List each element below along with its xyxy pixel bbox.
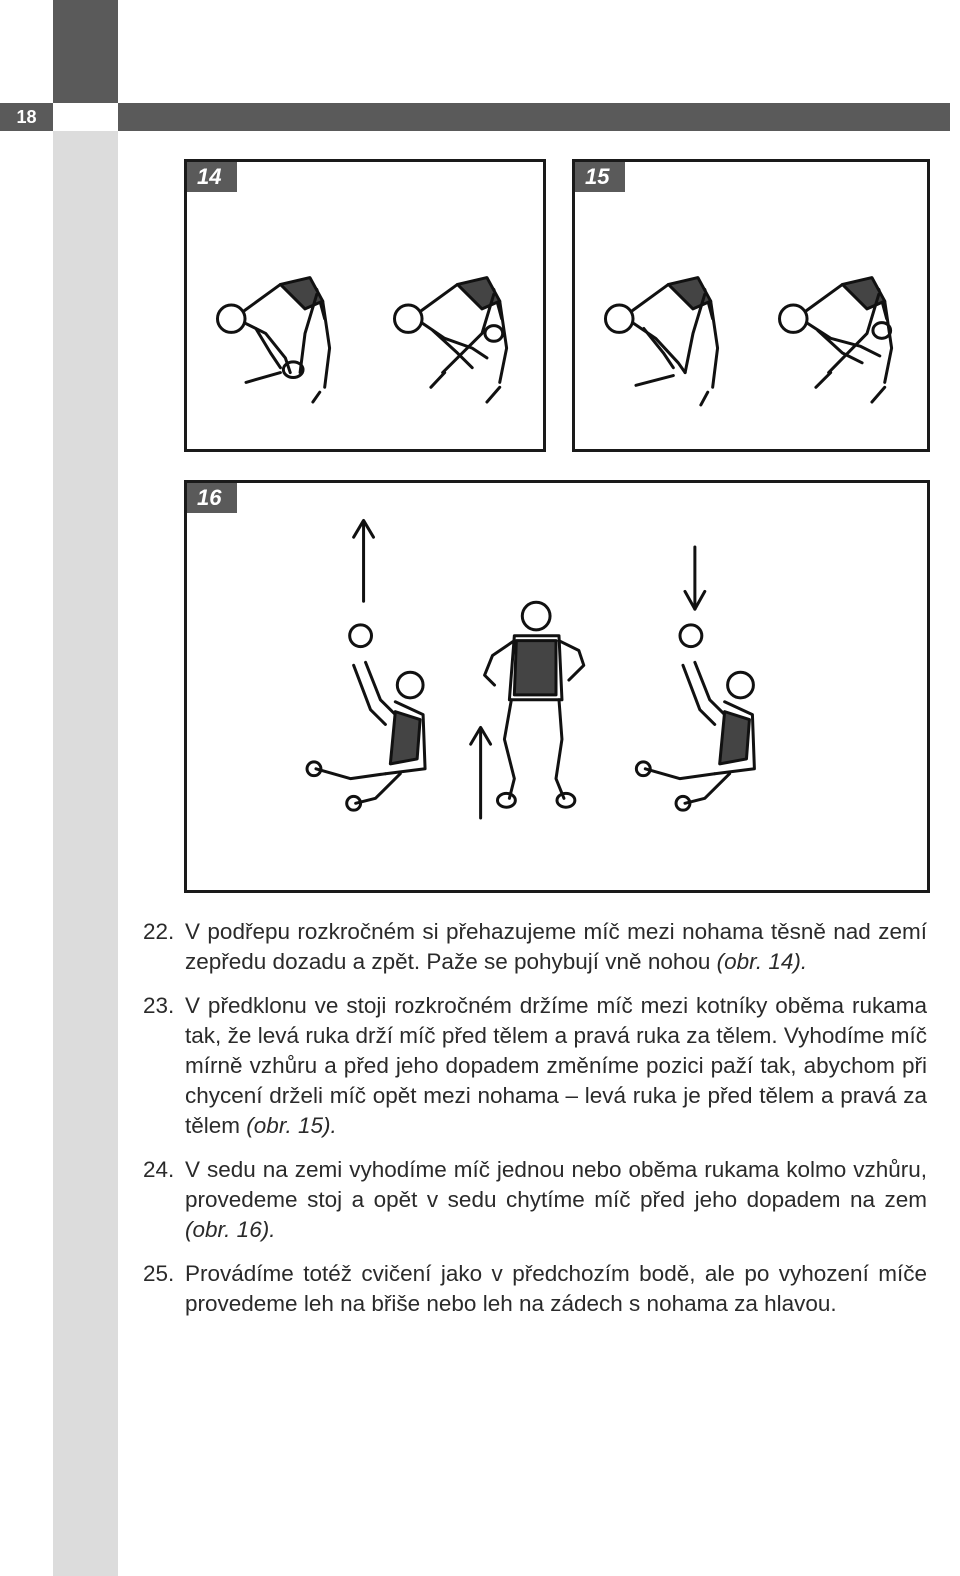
exercise-item-24 (143, 1155, 927, 1245)
figure-14-illustration (187, 162, 543, 449)
item-number: 23. (143, 993, 175, 1018)
figure-16 (184, 480, 930, 893)
exercise-list (143, 917, 927, 1333)
item-text: Provádíme totéž cvičení jako v předchozím bodě, ale po vyhození míče provedeme leh na břiše nebo leh na zádech s nohama za hlavou. (185, 1261, 927, 1316)
side-strip (53, 131, 118, 1576)
item-number: 25. (143, 1261, 175, 1286)
figure-14 (184, 159, 546, 452)
item-text: V podřepu rozkročném si přehazujeme míč mezi nohama těsně nad zemí zepředu dozadu a zpět. Paže se pohybují vně nohou (185, 919, 927, 974)
figure-reference: (obr. 15). (246, 1113, 337, 1138)
exercise-item-23 (143, 991, 927, 1141)
figure-15-label: 15 (575, 162, 625, 192)
item-text: V předklonu ve stoji rozkročném držíme míč mezi kotníky oběma rukama tak, že levá ruka drží míč před tělem a pravá ruka za tělem. Vyhodíme míč mírně vzhůru a před jeho dopadem změníme pozici paží tak, abychom při chycení drželi míč opět mezi nohama – levá ruka je před tělem a pravá za tělem (185, 993, 927, 1138)
figure-14-label: 14 (187, 162, 237, 192)
page-corner-block (53, 0, 118, 103)
figure-16-label: 16 (187, 483, 237, 513)
item-number: 22. (143, 919, 175, 944)
figure-16-illustration (187, 483, 927, 890)
exercise-item-22 (143, 917, 927, 977)
exercise-item-25 (143, 1259, 927, 1319)
header-bar (118, 103, 950, 131)
figure-reference: (obr. 16). (185, 1217, 276, 1242)
figure-15-illustration (575, 162, 927, 449)
item-text: V sedu na zemi vyhodíme míč jednou nebo oběma rukama kolmo vzhůru, provedeme stoj a opět v sedu chytíme míč před jeho dopadem na zem (185, 1157, 927, 1212)
figure-reference: (obr. 14). (716, 949, 808, 974)
page-number: 18 (0, 103, 53, 131)
item-number: 24. (143, 1157, 175, 1182)
figure-15 (572, 159, 930, 452)
